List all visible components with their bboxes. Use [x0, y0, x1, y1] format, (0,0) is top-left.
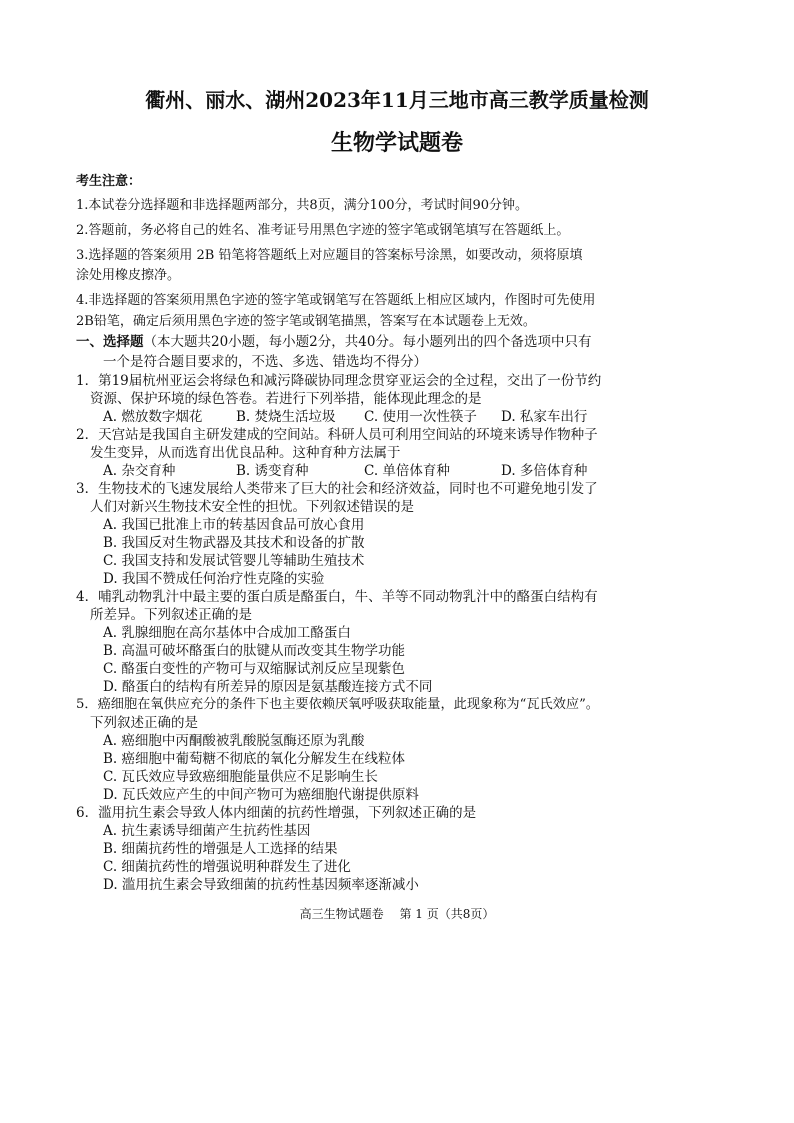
section-desc-cont: 一个是符合题目要求的，不选、多选、错选均不得分）	[103, 354, 427, 370]
question-3-stem: 3．生物技术的飞速发展给人类带来了巨大的社会和经济效益，同时也不可避免地引发了	[76, 481, 598, 497]
question-4-stem: 4．哺乳动物乳汁中最主要的蛋白质是酪蛋白，牛、羊等不同动物乳汁中的酪蛋白结构有	[76, 589, 598, 605]
question-2-stem: 2．天宫站是我国自主研发建成的空间站。科研人员可利用空间站的环境来诱导作物种子	[76, 427, 598, 443]
question-5-option-a: A. 癌细胞中丙酮酸被乳酸脱氢酶还原为乳酸	[103, 733, 365, 749]
question-1-option-c: C. 使用一次性筷子	[364, 409, 477, 425]
question-1-stem: 资源、保护环境的绿色答卷。若进行下列举措，能体现此理念的是	[90, 391, 482, 407]
question-1-option-a: A. 燃放数字烟花	[103, 409, 203, 425]
question-4-option-c: C. 酪蛋白变性的产物可与双缩脲试剂反应呈现紫色	[103, 661, 405, 677]
question-3-option-a: A. 我国已批准上市的转基因食品可放心食用	[103, 517, 365, 533]
notice-line: 3.选择题的答案须用 2B 铅笔将答题纸上对应题目的答案标号涂黑，如要改动，须将原填	[76, 248, 583, 263]
question-1-option-b: B. 焚烧生活垃圾	[236, 409, 336, 425]
question-4-option-a: A. 乳腺细胞在高尔基体中合成加工酪蛋白	[103, 625, 351, 641]
question-5-option-c: C. 瓦氏效应导致癌细胞能量供应不足影响生长	[103, 769, 378, 785]
question-1-stem: 1．第19届杭州亚运会将绿色和减污降碳协同理念贯穿亚运会的全过程，交出了一份节约	[76, 373, 602, 389]
question-5-option-d: D. 瓦氏效应产生的中间产物可为癌细胞代谢提供原料	[103, 787, 419, 803]
question-5-stem: 5．癌细胞在氧供应充分的条件下也主要依赖厌氧呼吸获取能量，此现象称为“瓦氏效应”。	[76, 697, 599, 712]
question-3-option-b: B. 我国反对生物武器及其技术和设备的扩散	[103, 535, 365, 551]
notice-line: 涂处用橡皮擦净。	[76, 268, 181, 283]
question-5-option-b: B. 癌细胞中葡萄糖不彻底的氧化分解发生在线粒体	[103, 751, 406, 767]
question-6-option-d: D. 滥用抗生素会导致细菌的抗药性基因频率逐渐减小	[103, 877, 419, 893]
notice-line: 1.本试卷分选择题和非选择题两部分，共8页，满分100分，考试时间90分钟。	[76, 198, 529, 213]
question-6-option-c: C. 细菌抗药性的增强说明种群发生了进化	[103, 859, 351, 875]
question-5-stem: 下列叙述正确的是	[90, 715, 198, 731]
question-2-option-c: C. 单倍体育种	[364, 463, 450, 479]
question-4-option-d: D. 酪蛋白的结构有所差异的原因是氨基酸连接方式不同	[103, 679, 433, 695]
exam-subtitle: 生物学试题卷	[330, 130, 463, 156]
page-footer: 高三生物试题卷 第 1 页（共8页）	[299, 907, 495, 921]
question-2-option-a: A. 杂交育种	[103, 463, 176, 479]
notice-heading: 考生注意：	[76, 174, 142, 189]
question-3-option-c: C. 我国支持和发展试管婴儿等辅助生殖技术	[103, 553, 365, 569]
question-1-option-d: D. 私家车出行	[501, 409, 588, 425]
notice-line: 4.非选择题的答案须用黑色字迹的签字笔或钢笔写在答题纸上相应区域内，作图时可先使用	[76, 293, 596, 308]
question-2-option-d: D. 多倍体育种	[501, 463, 588, 479]
question-6-stem: 6．滥用抗生素会导致人体内细菌的抗药性增强，下列叙述正确的是	[76, 805, 477, 821]
exam-title: 衢州、丽水、湖州2023年11月三地市高三教学质量检测	[145, 88, 649, 112]
question-4-stem: 所差异。下列叙述正确的是	[90, 607, 252, 623]
section-heading	[76, 330, 591, 350]
notice-line: 2.答题前，务必将自己的姓名、准考证号用黑色字迹的签字笔或钢笔填写在答题纸上。	[76, 223, 570, 238]
question-4-option-b: B. 高温可破坏酪蛋白的肽键从而改变其生物学功能	[103, 643, 406, 659]
section-label: 一、选择题	[76, 334, 144, 350]
question-2-option-b: B. 诱变育种	[236, 463, 309, 479]
question-6-option-a: A. 抗生素诱导细菌产生抗药性基因	[103, 823, 311, 839]
question-6-option-b: B. 细菌抗药性的增强是人工选择的结果	[103, 841, 338, 857]
notice-line: 2B铅笔，确定后须用黑色字迹的签字笔或钢笔描黑，答案写在本试题卷上无效。	[76, 314, 536, 329]
question-3-option-d: D. 我国不赞成任何治疗性克隆的实验	[103, 571, 325, 587]
question-3-stem: 人们对新兴生物技术安全性的担忧。下列叙述错误的是	[90, 499, 414, 515]
section-desc: （本大题共20小题，每小题2分，共40分。每小题列出的四个备选项中只有	[143, 334, 592, 350]
question-2-stem: 发生变异，从而选育出优良品种。这种育种方法属于	[90, 445, 401, 461]
